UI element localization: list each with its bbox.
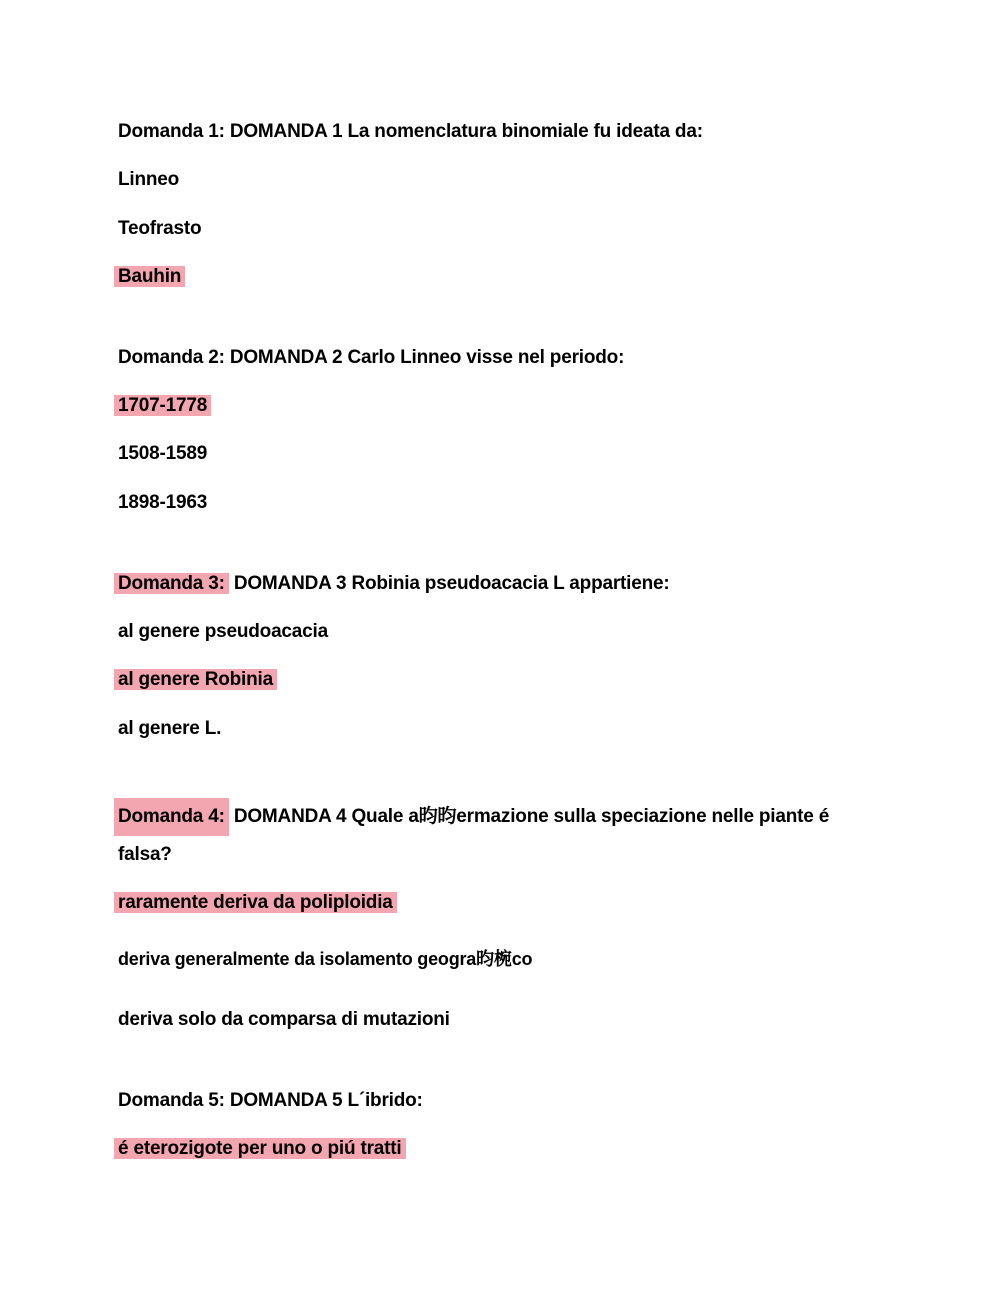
question-1-answer-3-highlight: Bauhin: [114, 266, 185, 287]
question-1-answer-3[interactable]: [118, 264, 185, 290]
question-2-answer-1[interactable]: [118, 393, 211, 419]
question-3-label-highlight: Domanda 3:: [114, 573, 229, 594]
question-3-answer-3[interactable]: al genere L.: [118, 718, 222, 739]
question-4-answer-3[interactable]: deriva solo da comparsa di mutazioni: [118, 1009, 450, 1030]
question-3-answer-2[interactable]: [118, 667, 277, 693]
question-2-answer-3[interactable]: 1898-1963: [118, 492, 208, 513]
question-4-title: [118, 804, 829, 836]
question-4-title-continued: falsa?: [118, 844, 172, 865]
question-5-answer-1[interactable]: [118, 1136, 406, 1162]
question-4-text: DOMANDA 4 Quale a昀昀ermazione sulla speciazione nelle piante é: [228, 806, 830, 827]
question-4-label-highlight: Domanda 4:: [114, 798, 229, 836]
question-4-answer-2[interactable]: deriva generalmente da isolamento geogra昀椀co: [118, 949, 533, 969]
question-3-title: [118, 571, 670, 597]
question-2-answer-1-highlight: 1707-1778: [114, 395, 211, 416]
question-2-answer-2[interactable]: 1508-1589: [118, 443, 208, 464]
question-1-answer-1[interactable]: Linneo: [118, 169, 180, 190]
question-3-text: DOMANDA 3 Robinia pseudoacacia L appartiene:: [228, 573, 670, 594]
question-3-answer-1[interactable]: al genere pseudoacacia: [118, 621, 328, 642]
question-3-answer-2-highlight: al genere Robinia: [114, 669, 277, 690]
question-1-title: Domanda 1: DOMANDA 1 La nomenclatura binomiale fu ideata da:: [118, 121, 703, 142]
question-4-answer-1-highlight: raramente deriva da poliploidia: [114, 892, 397, 913]
question-2-title: Domanda 2: DOMANDA 2 Carlo Linneo visse nel periodo:: [118, 347, 625, 368]
question-4-answer-1[interactable]: [118, 890, 397, 916]
question-5-title: Domanda 5: DOMANDA 5 L´ibrido:: [118, 1090, 423, 1111]
question-5-answer-1-highlight: é eterozigote per uno o piú tratti: [114, 1138, 406, 1159]
question-1-answer-2[interactable]: Teofrasto: [118, 218, 202, 239]
